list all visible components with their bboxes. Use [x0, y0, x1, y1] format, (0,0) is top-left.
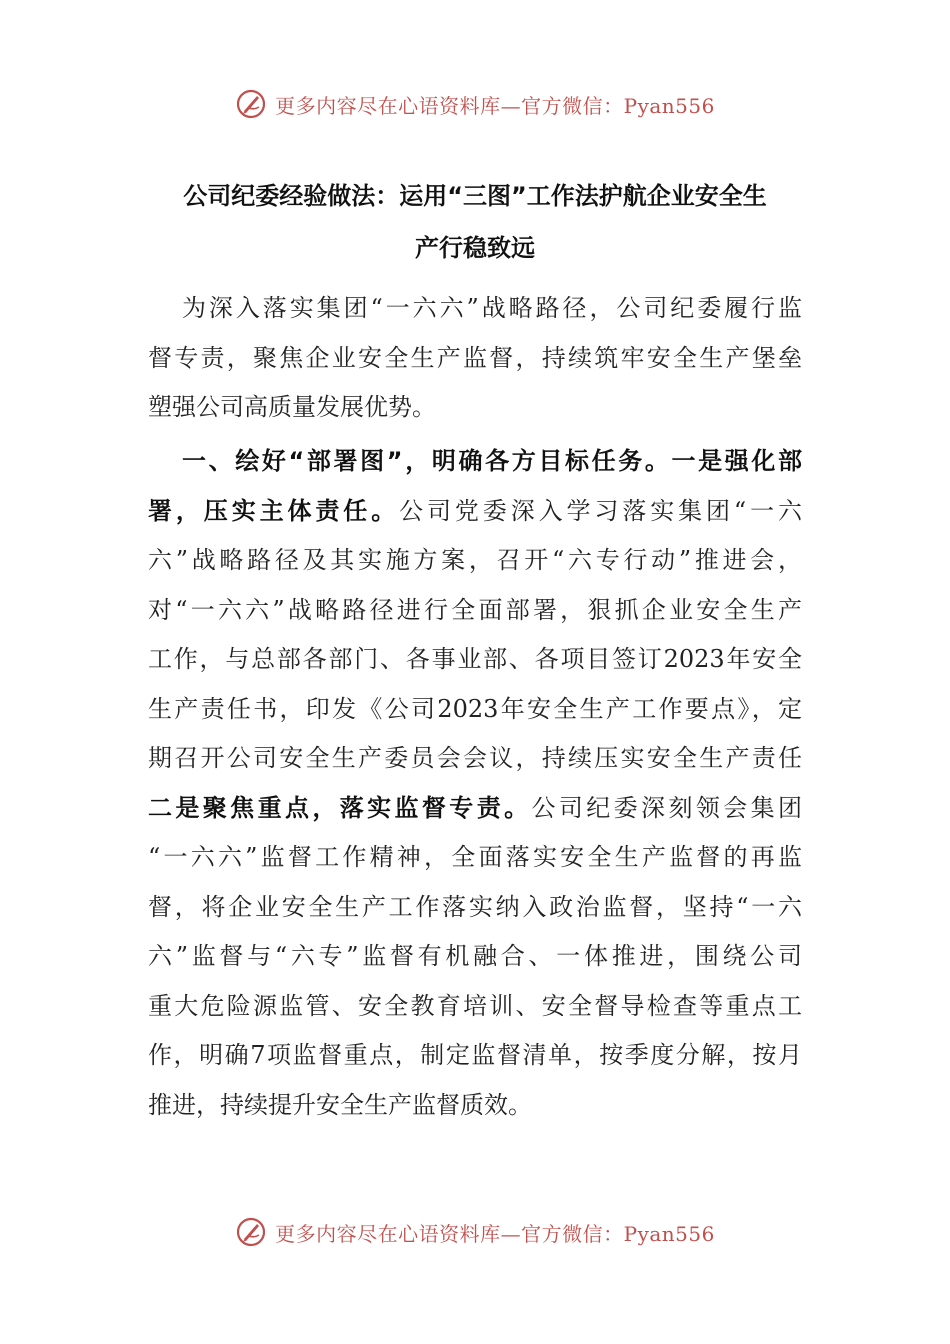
- section-line: 推进，持续提升安全生产监督质效。: [148, 1090, 532, 1119]
- section-line: 期召开公司安全生产委员会会议，持续压实安全生产责任: [148, 744, 802, 772]
- section-line: “一六六”监督工作精神，全面落实安全生产监督的再监: [148, 843, 802, 871]
- section-line: 对“一六六”战略路径进行全面部署，狠抓企业安全生产: [148, 595, 802, 624]
- watermark-text: 更多内容尽在心语资料库—官方微信：Pyan556: [275, 1221, 715, 1246]
- section-line: 生产责任书，印发《公司2023年安全生产工作要点》，定: [148, 694, 802, 723]
- title-line-2: 产行稳致远: [415, 234, 535, 262]
- watermark-text: 更多内容尽在心语资料库—官方微信：Pyan556: [275, 93, 715, 118]
- header-watermark: [0, 84, 950, 124]
- intro-line: 塑强公司高质量发展优势。: [148, 393, 436, 421]
- intro-paragraph: [148, 284, 802, 433]
- section-line: 六”战略路径及其实施方案，召开“六专行动”推进会，: [148, 546, 802, 574]
- point-2-heading: 二是聚焦重点，落实监督专责。: [148, 793, 532, 822]
- title-line-1: 公司纪委经验做法：运用“三图”工作法护航企业安全生: [183, 182, 767, 210]
- quill-pen-seal-icon: [235, 88, 267, 120]
- section-1-paragraph: [148, 437, 802, 1130]
- point-1-text: 公司党委深入学习落实集团“一六: [399, 496, 802, 525]
- document-title: [148, 170, 802, 274]
- quill-pen-seal-icon: [235, 1216, 267, 1248]
- section-line: 督，将企业安全生产工作落实纳入政治监督，坚持“一六: [148, 892, 802, 921]
- section-heading: 一、绘好“部署图”，明确各方目标任务。一是强化部: [182, 447, 802, 475]
- intro-line: 为深入落实集团“一六六”战略路径，公司纪委履行监: [182, 294, 802, 322]
- point-2-text: 公司纪委深刻领会集团: [531, 793, 802, 822]
- section-line: 工作，与总部各部门、各事业部、各项目签订2023年安全: [148, 645, 802, 673]
- point-1-heading: 署，压实主体责任。: [148, 496, 400, 525]
- section-line: 六”监督与“六专”监督有机融合、一体推进，围绕公司: [148, 942, 802, 970]
- section-line: 重大危险源监管、安全教育培训、安全督导检查等重点工: [148, 991, 802, 1020]
- section-line: 作，明确7项监督重点，制定监督清单，按季度分解，按月: [148, 1041, 802, 1069]
- intro-line: 督专责，聚焦企业安全生产监督，持续筑牢安全生产堡垒: [148, 343, 802, 372]
- footer-watermark: [0, 1212, 950, 1252]
- section-line: [148, 784, 802, 834]
- section-line: [148, 487, 802, 537]
